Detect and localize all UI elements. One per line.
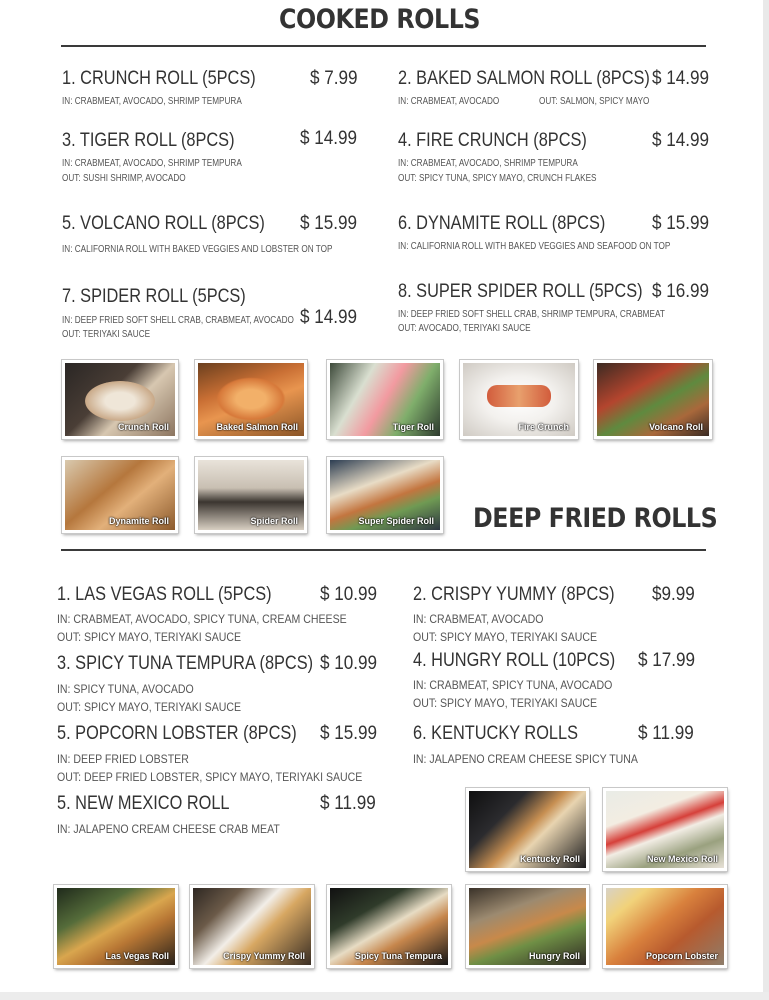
- menu-item-price: $ 17.99: [638, 650, 696, 671]
- menu-item-name: 4. FIRE CRUNCH (8PCS): [398, 130, 587, 151]
- photo-caption: Spider Roll: [250, 516, 298, 526]
- menu-item-desc: IN: CRABMEAT, AVOCADO: [398, 96, 500, 107]
- menu-item-desc: OUT: SPICY MAYO, TERIYAKI SAUCE: [57, 630, 242, 644]
- menu-item-name: 5. NEW MEXICO ROLL: [57, 793, 230, 814]
- menu-item-name: 6. KENTUCKY ROLLS: [413, 723, 578, 744]
- menu-item-name: 2. CRISPY YUMMY (8PCS): [413, 584, 615, 605]
- menu-item-name: 8. SUPER SPIDER ROLL (5PCS): [398, 281, 643, 302]
- menu-item-desc: OUT: TERIYAKI SAUCE: [62, 329, 151, 340]
- menu-item-desc: IN: SPICY TUNA, AVOCADO: [57, 682, 194, 696]
- menu-item-price: $ 10.99: [320, 584, 378, 605]
- menu-item-price: $9.99: [652, 584, 695, 605]
- menu-item-desc: IN: JALAPENO CREAM CHEESE CRAB MEAT: [57, 822, 280, 836]
- photo-caption: Tiger Roll: [392, 422, 434, 432]
- menu-item-name: 1. CRUNCH ROLL (5PCS): [62, 68, 256, 89]
- photo-crunch-roll: [62, 360, 178, 439]
- menu-item-price: $ 16.99: [652, 281, 710, 302]
- menu-item-name: 2. BAKED SALMON ROLL (8PCS): [398, 68, 650, 89]
- menu-item-name: 5. POPCORN LOBSTER (8PCS): [57, 723, 297, 744]
- photo-new-mexico-roll: [603, 788, 727, 871]
- menu-item-price: $ 15.99: [652, 213, 710, 234]
- menu-item-desc: OUT: SPICY MAYO, TERIYAKI SAUCE: [413, 630, 598, 644]
- photo-volcano-roll: [594, 360, 712, 439]
- photo-kentucky-roll: [466, 788, 589, 871]
- photo-baked-salmon-roll: [195, 360, 307, 439]
- page-edge: [763, 0, 769, 1000]
- menu-item-name: 4. HUNGRY ROLL (10PCS): [413, 650, 616, 671]
- menu-item-price: $ 15.99: [300, 213, 358, 234]
- photo-caption: Popcorn Lobster: [645, 951, 718, 961]
- menu-item-desc: OUT: SUSHI SHRIMP, AVOCADO: [62, 173, 186, 184]
- menu-item-desc: IN: CRABMEAT, AVOCADO, SHRIMP TEMPURA: [62, 96, 242, 107]
- menu-item-desc: IN: DEEP FRIED SOFT SHELL CRAB, CRABMEAT, AVOCADO: [62, 315, 294, 326]
- menu-item-desc: IN: DEEP FRIED LOBSTER: [57, 752, 189, 766]
- menu-item-price: $ 11.99: [320, 793, 376, 814]
- photo-spider-roll: [195, 457, 307, 533]
- menu-item-desc: OUT: DEEP FRIED LOBSTER, SPICY MAYO, TERIYAKI SAUCE: [57, 770, 363, 784]
- menu-item-desc: IN: CRABMEAT, AVOCADO, SPICY TUNA, CREAM CHEESE: [57, 612, 347, 626]
- photo-caption: Hungry Roll: [529, 951, 580, 961]
- photo-caption: Baked Salmon Roll: [216, 422, 298, 432]
- photo-caption: Fire Crunch: [518, 422, 569, 432]
- deep-fried-rolls-title: DEEP FRIED ROLLS: [473, 503, 718, 534]
- photo-caption: Las Vegas Roll: [105, 951, 169, 961]
- menu-item-name: 6. DYNAMITE ROLL (8PCS): [398, 213, 606, 234]
- menu-item-desc: IN: CALIFORNIA ROLL WITH BAKED VEGGIES AND SEAFOOD ON TOP: [398, 241, 671, 252]
- photo-spicy-tuna-tempura: [327, 885, 451, 968]
- menu-item-price: $ 15.99: [320, 723, 378, 744]
- menu-item-name: 7. SPIDER ROLL (5PCS): [62, 286, 246, 307]
- menu-item-price: $ 7.99: [310, 68, 358, 89]
- menu-item-price: $ 14.99: [652, 68, 710, 89]
- photo-super-spider-roll: [327, 457, 443, 533]
- photo-popcorn-lobster: [603, 885, 727, 968]
- menu-item-desc: IN: CRABMEAT, AVOCADO, SHRIMP TEMPURA: [62, 158, 242, 169]
- menu-item-desc: OUT: SALMON, SPICY MAYO: [539, 96, 650, 107]
- photo-las-vegas-roll: [54, 885, 178, 968]
- menu-item-name: 3. TIGER ROLL (8PCS): [62, 130, 235, 151]
- menu-item-desc: OUT: SPICY MAYO, TERIYAKI SAUCE: [57, 700, 242, 714]
- menu-item-desc: OUT: SPICY MAYO, TERIYAKI SAUCE: [413, 696, 598, 710]
- photo-caption: Dynamite Roll: [108, 516, 169, 526]
- photo-dynamite-roll: [62, 457, 178, 533]
- photo-crispy-yummy-roll: [190, 885, 314, 968]
- menu-item-price: $ 11.99: [638, 723, 694, 744]
- menu-item-price: $ 14.99: [652, 130, 710, 151]
- cooked-rolls-title: COOKED ROLLS: [279, 4, 481, 35]
- menu-item-desc: IN: CRABMEAT, AVOCADO: [413, 612, 544, 626]
- menu-item-price: $ 10.99: [320, 653, 378, 674]
- menu-item-desc: OUT: SPICY TUNA, SPICY MAYO, CRUNCH FLAKES: [398, 173, 597, 184]
- menu-item-price: $ 14.99: [300, 307, 358, 328]
- menu-item-desc: IN: CALIFORNIA ROLL WITH BAKED VEGGIES AND LOBSTER ON TOP: [62, 244, 333, 255]
- photo-caption: Volcano Roll: [649, 422, 703, 432]
- photo-tiger-roll: [327, 360, 443, 439]
- menu-item-price: $ 14.99: [300, 128, 358, 149]
- photo-caption: New Mexico Roll: [646, 854, 718, 864]
- cooked-divider: [61, 45, 706, 47]
- page-bottom-edge: [0, 992, 769, 1000]
- menu-item-desc: IN: DEEP FRIED SOFT SHELL CRAB, SHRIMP TEMPURA, CRABMEAT: [398, 309, 665, 320]
- menu-item-name: 1. LAS VEGAS ROLL (5PCS): [57, 584, 272, 605]
- photo-caption: Super Spider Roll: [358, 516, 434, 526]
- photo-caption: Spicy Tuna Tempura: [354, 951, 442, 961]
- menu-item-name: 3. SPICY TUNA TEMPURA (8PCS): [57, 653, 314, 674]
- menu-item-desc: IN: CRABMEAT, AVOCADO, SHRIMP TEMPURA: [398, 158, 578, 169]
- photo-hungry-roll: [466, 885, 589, 968]
- menu-item-desc: IN: CRABMEAT, SPICY TUNA, AVOCADO: [413, 678, 613, 692]
- photo-fire-crunch: [460, 360, 578, 439]
- menu-item-desc: IN: JALAPENO CREAM CHEESE SPICY TUNA: [413, 752, 638, 766]
- menu-item-desc: OUT: AVOCADO, TERIYAKI SAUCE: [398, 323, 531, 334]
- fried-divider: [61, 549, 706, 551]
- photo-caption: Crispy Yummy Roll: [223, 951, 305, 961]
- menu-item-name: 5. VOLCANO ROLL (8PCS): [62, 213, 265, 234]
- photo-caption: Crunch Roll: [118, 422, 169, 432]
- photo-caption: Kentucky Roll: [519, 854, 580, 864]
